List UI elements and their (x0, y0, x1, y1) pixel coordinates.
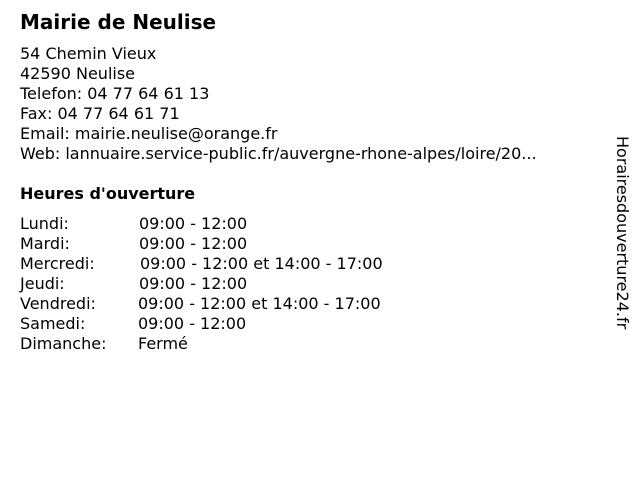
day-label: Mercredi: (20, 254, 95, 273)
time-value: 09:00 - 12:00 (139, 234, 248, 253)
phone-number: Telefon: 04 77 64 61 13 (20, 84, 210, 103)
time-value: 09:00 - 12:00 et 14:00 - 17:00 (138, 294, 381, 313)
time-value: 09:00 - 12:00 et 14:00 - 17:00 (140, 254, 383, 273)
time-value: 09:00 - 12:00 (139, 214, 248, 233)
contact-info (20, 44, 537, 164)
time-value: 09:00 - 12:00 (139, 274, 248, 293)
day-label: Vendredi: (20, 294, 96, 313)
page-title: Mairie de Neulise (20, 10, 217, 34)
street-address: 54 Chemin Vieux (20, 44, 157, 63)
city-postal: 42590 Neulise (20, 64, 136, 83)
day-label: Dimanche: (20, 334, 107, 353)
day-label: Jeudi: (20, 274, 65, 293)
site-watermark: Horairesdouverture24.fr (613, 136, 632, 330)
day-label: Mardi: (20, 234, 70, 253)
fax-number: Fax: 04 77 64 61 71 (20, 104, 180, 123)
opening-hours-heading: Heures d'ouverture (20, 184, 196, 203)
email-address: Email: mairie.neulise@orange.fr (20, 124, 278, 143)
day-label: Samedi: (20, 314, 86, 333)
day-label: Lundi: (20, 214, 69, 233)
website-link[interactable]: Web: lannuaire.service-public.fr/auvergne-rhone-alpes/loire/20... (20, 144, 537, 163)
time-value: 09:00 - 12:00 (138, 314, 247, 333)
time-value: Fermé (138, 334, 188, 353)
